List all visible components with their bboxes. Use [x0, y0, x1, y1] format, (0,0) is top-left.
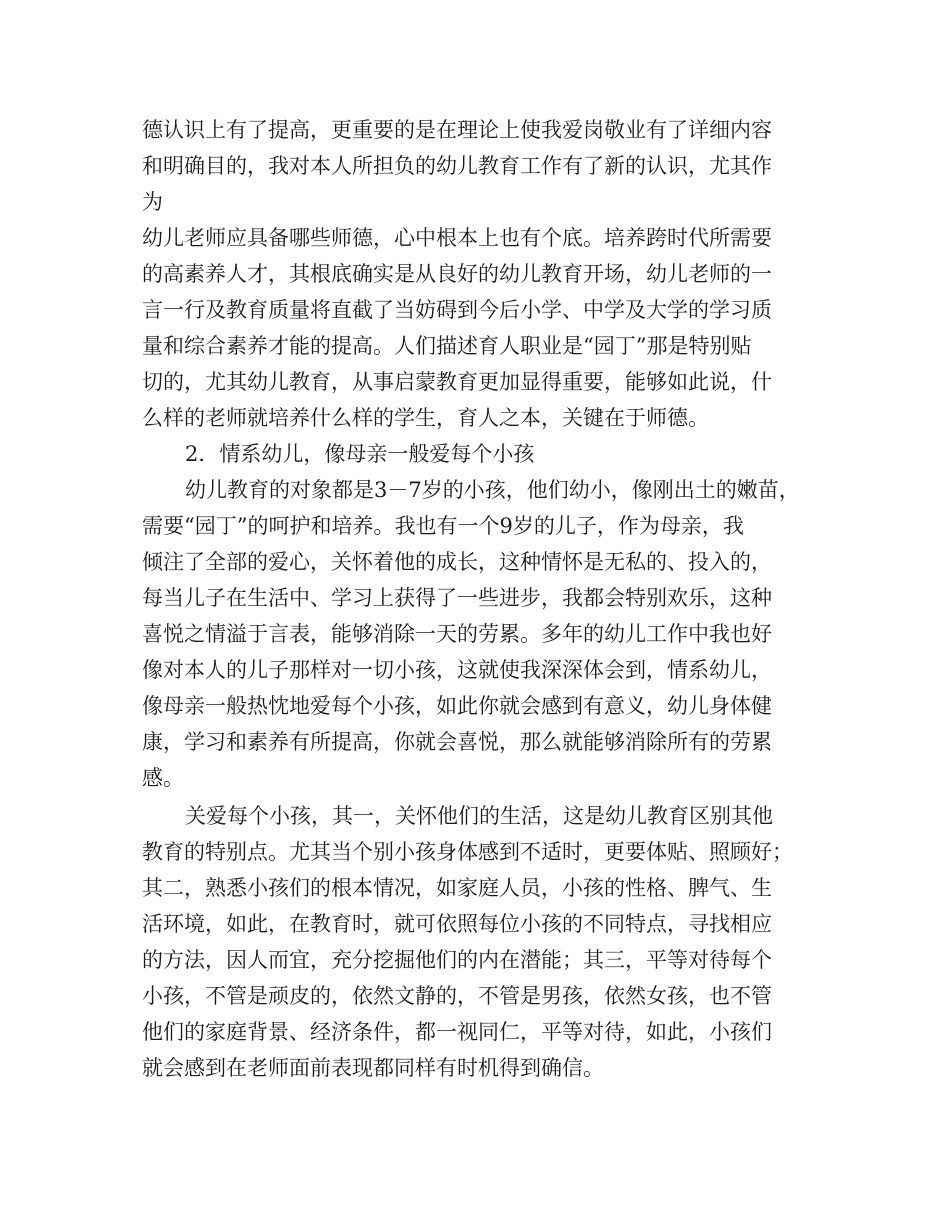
text-line: 倾注了全部的爱心，关怀着他的成长，这种情怀是无私的、投入的，	[142, 550, 772, 574]
text-line: 关爱每个小孩，其一，关怀他们的生活，这是幼儿教育区别其他	[185, 804, 773, 828]
text-line: 教育的特别点。尤其当个别小孩身体感到不适时，更要体贴、照顾好；	[142, 840, 793, 864]
text-line: 小孩，不管是顽皮的，依然文静的，不管是男孩，依然女孩，也不管	[142, 984, 772, 1008]
text-line: 言一行及教育质量将直截了当妨碍到今后小学、中学及大学的学习质	[142, 298, 772, 322]
text-line: 德认识上有了提高，更重要的是在理论上使我爱岗敬业有了详细内容	[142, 118, 772, 142]
text-line: 喜悦之情溢于言表，能够消除一天的劳累。多年的幼儿工作中我也好	[142, 622, 772, 646]
text-line: 他们的家庭背景、经济条件，都一视同仁，平等对待，如此，小孩们	[142, 1020, 772, 1044]
text-line: 康，学习和素养有所提高，你就会喜悦，那么就能够消除所有的劳累	[142, 730, 772, 754]
text-line: 么样的老师就培养什么样的学生，育人之本，关键在于师德。	[142, 406, 709, 430]
text-line: 幼儿老师应具备哪些师德，心中根本上也有个底。培养跨时代所需要	[142, 226, 772, 250]
text-line: 的高素养人才，其根底确实是从良好的幼儿教育开场，幼儿老师的一	[142, 262, 772, 286]
text-line: 感。	[142, 766, 184, 790]
text-line: 为	[142, 190, 163, 214]
text-line: 每当儿子在生活中、学习上获得了一些进步，我都会特别欢乐，这种	[142, 586, 772, 610]
text-line: 的方法，因人而宜，充分挖掘他们的内在潜能；其三，平等对待每个	[142, 948, 772, 972]
text-line: 需要“园丁”的呵护和培养。我也有一个9岁的儿子，作为母亲，我	[142, 514, 744, 538]
text-line: 其二，熟悉小孩们的根本情况，如家庭人员，小孩的性格、脾气、生	[142, 876, 772, 900]
text-line: 幼儿教育的对象都是3－7岁的小孩，他们幼小，像刚出土的嫩苗，	[185, 478, 800, 502]
text-line: 就会感到在老师面前表现都同样有时机得到确信。	[142, 1056, 604, 1080]
text-line: 和明确目的，我对本人所担负的幼儿教育工作有了新的认识，尤其作	[142, 154, 772, 178]
text-line: 活环境，如此，在教育时，就可依照每位小孩的不同特点，寻找相应	[142, 912, 772, 936]
section-heading: 2．情系幼儿，像母亲一般爱每个小孩	[185, 442, 535, 466]
text-line: 量和综合素养才能的提高。人们描述育人职业是“园丁”那是特别贴	[142, 334, 752, 358]
text-line: 切的，尤其幼儿教育，从事启蒙教育更加显得重要，能够如此说，什	[142, 370, 772, 394]
text-line: 像母亲一般热忱地爱每个小孩，如此你就会感到有意义，幼儿身体健	[142, 694, 772, 718]
text-line: 像对本人的儿子那样对一切小孩，这就使我深深体会到，情系幼儿，	[142, 658, 772, 682]
